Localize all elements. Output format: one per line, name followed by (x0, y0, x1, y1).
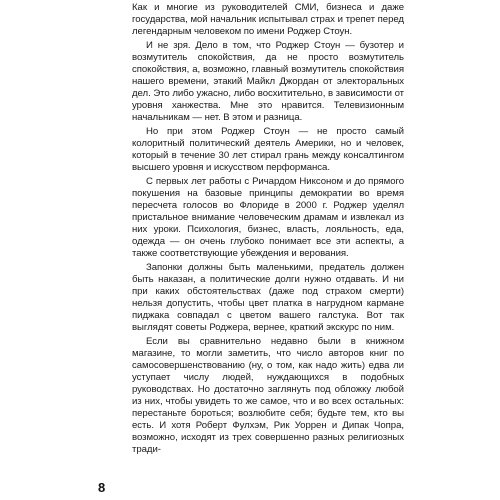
paragraph-5: Запонки должны быть маленькими, предатель должен быть наказан, а политические долги нужно отдавать. И ни при каких обстоятельствах (даже под страхом смерти) нельзя допустить, чтобы цвет платка в нагрудном кармане пиджака совпадал с цветом вашего галстука. Вот так выглядят советы Роджера, вернее, краткий экскурс по ним. (132, 262, 404, 333)
page-number: 8 (98, 480, 106, 495)
paragraph-4: С первых лет работы с Ричардом Никсоном и до прямого покушения на базовые принципы демократии во время пересчета голосов во Флориде в 2000 г. Роджер уделял пристальное внимание человеческим драмам и извлекал из них уроки. Психология, бизнес, власть, лояльность, еда, одежда — он очень глубоко понимает все эти аспекты, а также соответствующие убеждения и верования. (132, 176, 404, 259)
paragraph-3: Но при этом Роджер Стоун — не просто самый колоритный политический деятель Америки, но и человек, который в течение 30 лет стирал грань между консалтингом высшего уровня и искусством перформанса. (132, 126, 404, 173)
paragraph-6: Если вы сравнительно недавно были в книжном магазине, то могли заметить, что число авторов книг по самосовершенствованию (ну, о том, как надо жить) едва ли уступает числу людей, нуждающихся в подобных руководствах. Но достаточно заглянуть под обложку любой из них, чтобы увидеть то же самое, что и во всех остальных: перестаньте бороться; возлюбите себя; будьте тем, кто вы есть. И хотя Роберт Фулхэм, Рик Уоррен и Дипак Чопра, возможно, исходят из трех совершенно разных религиозных тради- (132, 336, 404, 455)
paragraph-2: И не зря. Дело в том, что Роджер Стоун — бузотер и возмутитель спокойствия, да не просто возмутитель спокойствия, а, возможно, главный возмутитель спокойствия нашего времени, этакий Майкл Джордан от электоральных дел. Это либо ужасно, либо восхитительно, в зависимости от уровня ханжества. Мне это нравится. Телевизионным начальникам — нет. В этом и разница. (132, 40, 404, 123)
body-text (132, 2, 404, 458)
paragraph-1: Как и многие из руководителей СМИ, бизнеса и даже государства, мой начальник испытывал страх и трепет перед легендарным человеком по имени Роджер Стоун. (132, 2, 404, 37)
